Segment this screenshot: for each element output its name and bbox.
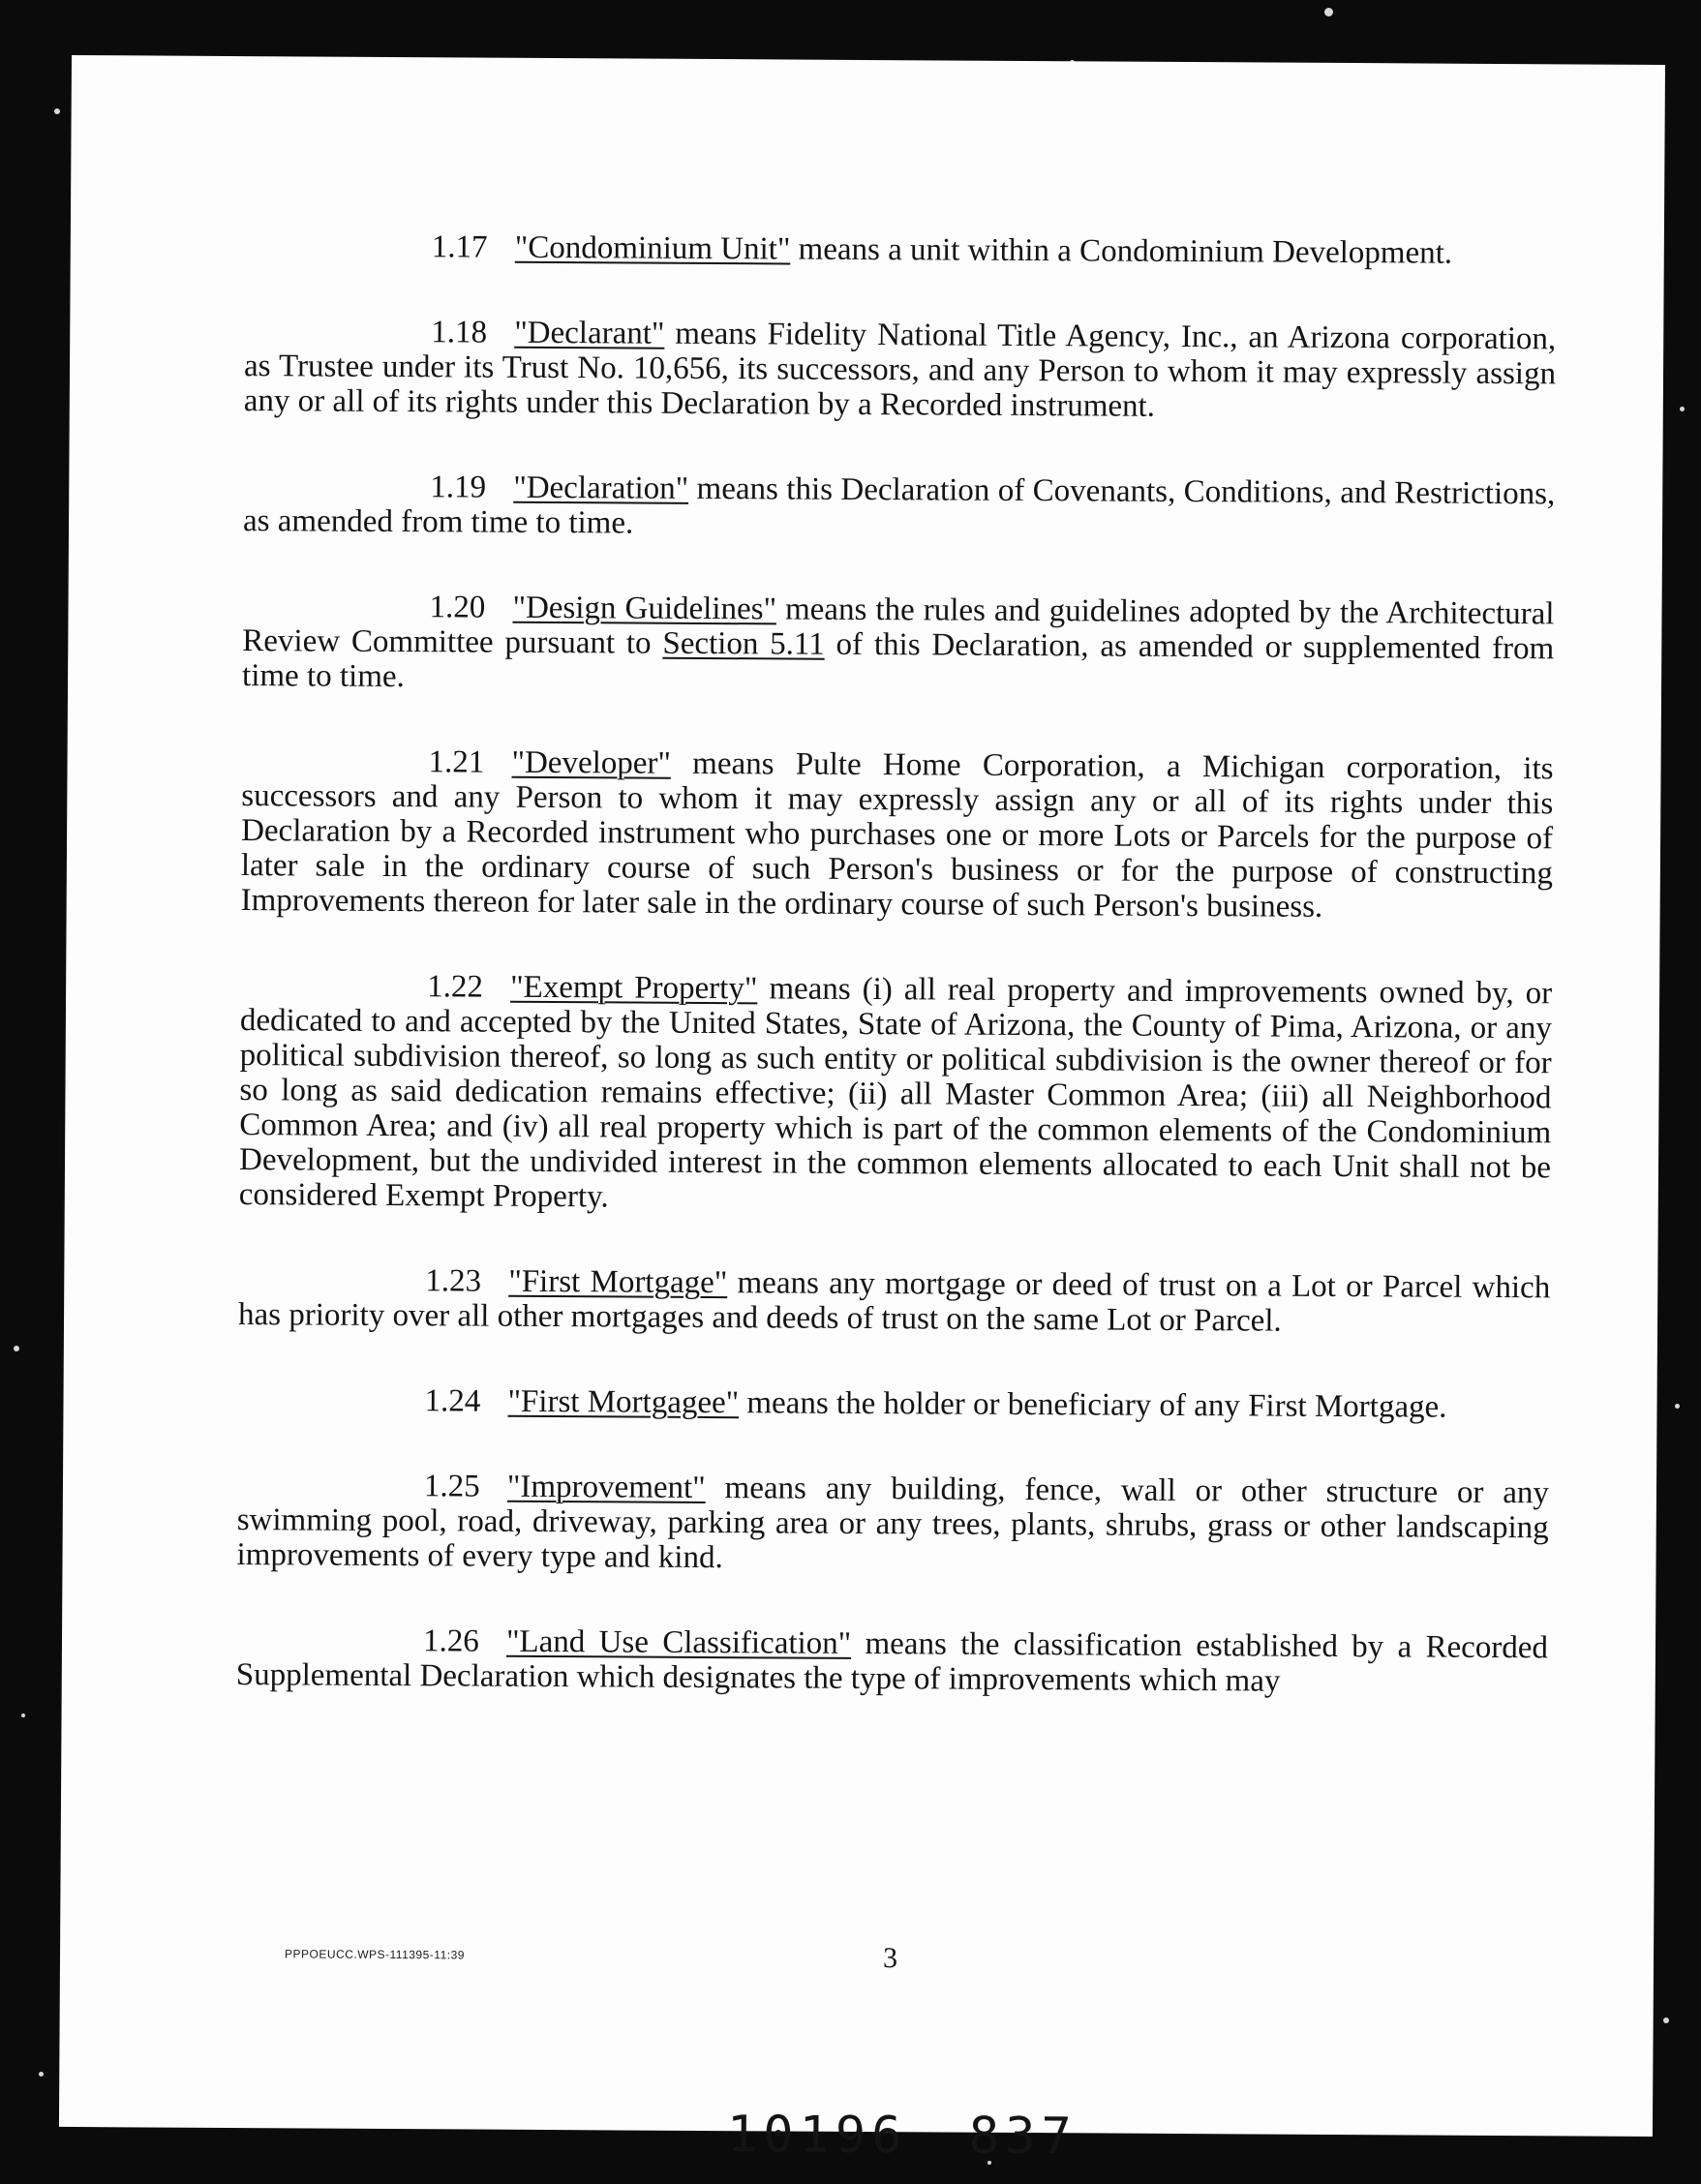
defined-term: "Design Guidelines" (512, 590, 777, 627)
section-number: 1.17 (431, 229, 488, 265)
definition-1-25 (236, 1468, 1549, 1580)
definition-text: of this Declaration, as amended or supplemented from time to time. (241, 626, 1555, 695)
definition-text: means Fidelity National Title Agency, Inc., an Arizona corporation, as Trustee under its Trust No. 10,656, its successors, and any Person to whom it may expressly assign any or all of its rights under this Declaration by a Recorded instrument. (243, 316, 1557, 424)
definition-1-26 (236, 1623, 1548, 1700)
section-reference: Section 5.11 (662, 625, 825, 662)
definition-1-18 (244, 314, 1557, 426)
definition-1-24 (237, 1382, 1549, 1425)
definition-text: means any building, fence, wall or other structure or any swimming pool, road, driveway, parking area or any trees, plants, shrubs, grass or other landscaping improvements of every type and kind. (236, 1470, 1550, 1576)
section-number: 1.21 (428, 744, 485, 780)
defined-term: "Declaration" (513, 470, 689, 506)
page-number: 3 (882, 1942, 898, 1975)
definition-text: means the holder or beneficiary of any First Mortgage. (739, 1385, 1447, 1425)
definition-text: means the classification established by a Recorded Supplemental Declaration which designates the type of improvements which may (235, 1625, 1549, 1699)
section-number: 1.19 (430, 470, 487, 505)
definition-1-21 (241, 743, 1554, 925)
section-number: 1.24 (424, 1383, 481, 1419)
section-number: 1.26 (422, 1623, 479, 1659)
defined-term: "Land Use Classification" (505, 1623, 852, 1661)
defined-term: "Declarant" (514, 315, 665, 351)
definition-text: means (i) all real property and improvements owned by, or dedicated to and accepted by the United States, State of Arizona, the County of Pima, Arizona, or any political subdivision thereof, so long as such entity or political subdivision is the owner thereof or for so long as said dedication remains effective; (ii) all Master Common Area; (iii) all Neighborhood Common Area; and (iv) all real property which is part of the common elements of the Condominium Development, but the undivided interest in the common elements allocated to each Unit shall not be considered Exempt Property. (238, 971, 1553, 1215)
definition-text: means any mortgage or deed of trust on a Lot or Parcel which has priority over all other mortgages and deeds of trust on the same Lot or Parcel. (237, 1265, 1551, 1339)
recording-stamp: 10196 837 (726, 2106, 1078, 2167)
defined-term: "Condominium Unit" (514, 229, 791, 267)
document-code: PPPOEUCC.WPS-111395-11:39 (284, 1947, 465, 1962)
definition-1-22 (239, 968, 1553, 1220)
section-number: 1.18 (431, 315, 488, 350)
definition-text: means the rules and guidelines adopted by the Architectural Review Committee pursuant to (242, 592, 1555, 661)
definition-1-17 (245, 228, 1557, 271)
definition-text: means this Declaration of Covenants, Conditions, and Restrictions, as amended from time to time. (242, 470, 1556, 541)
section-number: 1.23 (425, 1263, 482, 1299)
section-number: 1.25 (423, 1469, 480, 1504)
definition-text: means a unit within a Condominium Development. (790, 231, 1453, 271)
defined-term: "Improvement" (506, 1469, 706, 1505)
definition-1-19 (243, 469, 1555, 546)
defined-term: "Exempt Property" (510, 969, 758, 1007)
definitions-body (235, 228, 1557, 1750)
document-page (59, 55, 1665, 2167)
defined-term: "Developer" (511, 744, 672, 781)
defined-term: "First Mortgagee" (507, 1383, 740, 1421)
defined-term: "First Mortgage" (508, 1263, 728, 1301)
section-number: 1.22 (427, 969, 484, 1005)
definition-1-20 (242, 589, 1555, 701)
definition-text: means Pulte Home Corporation, a Michigan corporation, its successors and any Person to whom it may expressly assign any or all of its rights under this Declaration by a Recorded instrument who purchases one or more Lots or Parcels for the purpose of later sale in the ordinary course of such Person's business or for the purpose of constructing Improvements thereon for later sale in the ordinary course of such Person's business. (240, 745, 1554, 925)
definition-1-23 (238, 1262, 1550, 1340)
section-number: 1.20 (429, 590, 486, 625)
